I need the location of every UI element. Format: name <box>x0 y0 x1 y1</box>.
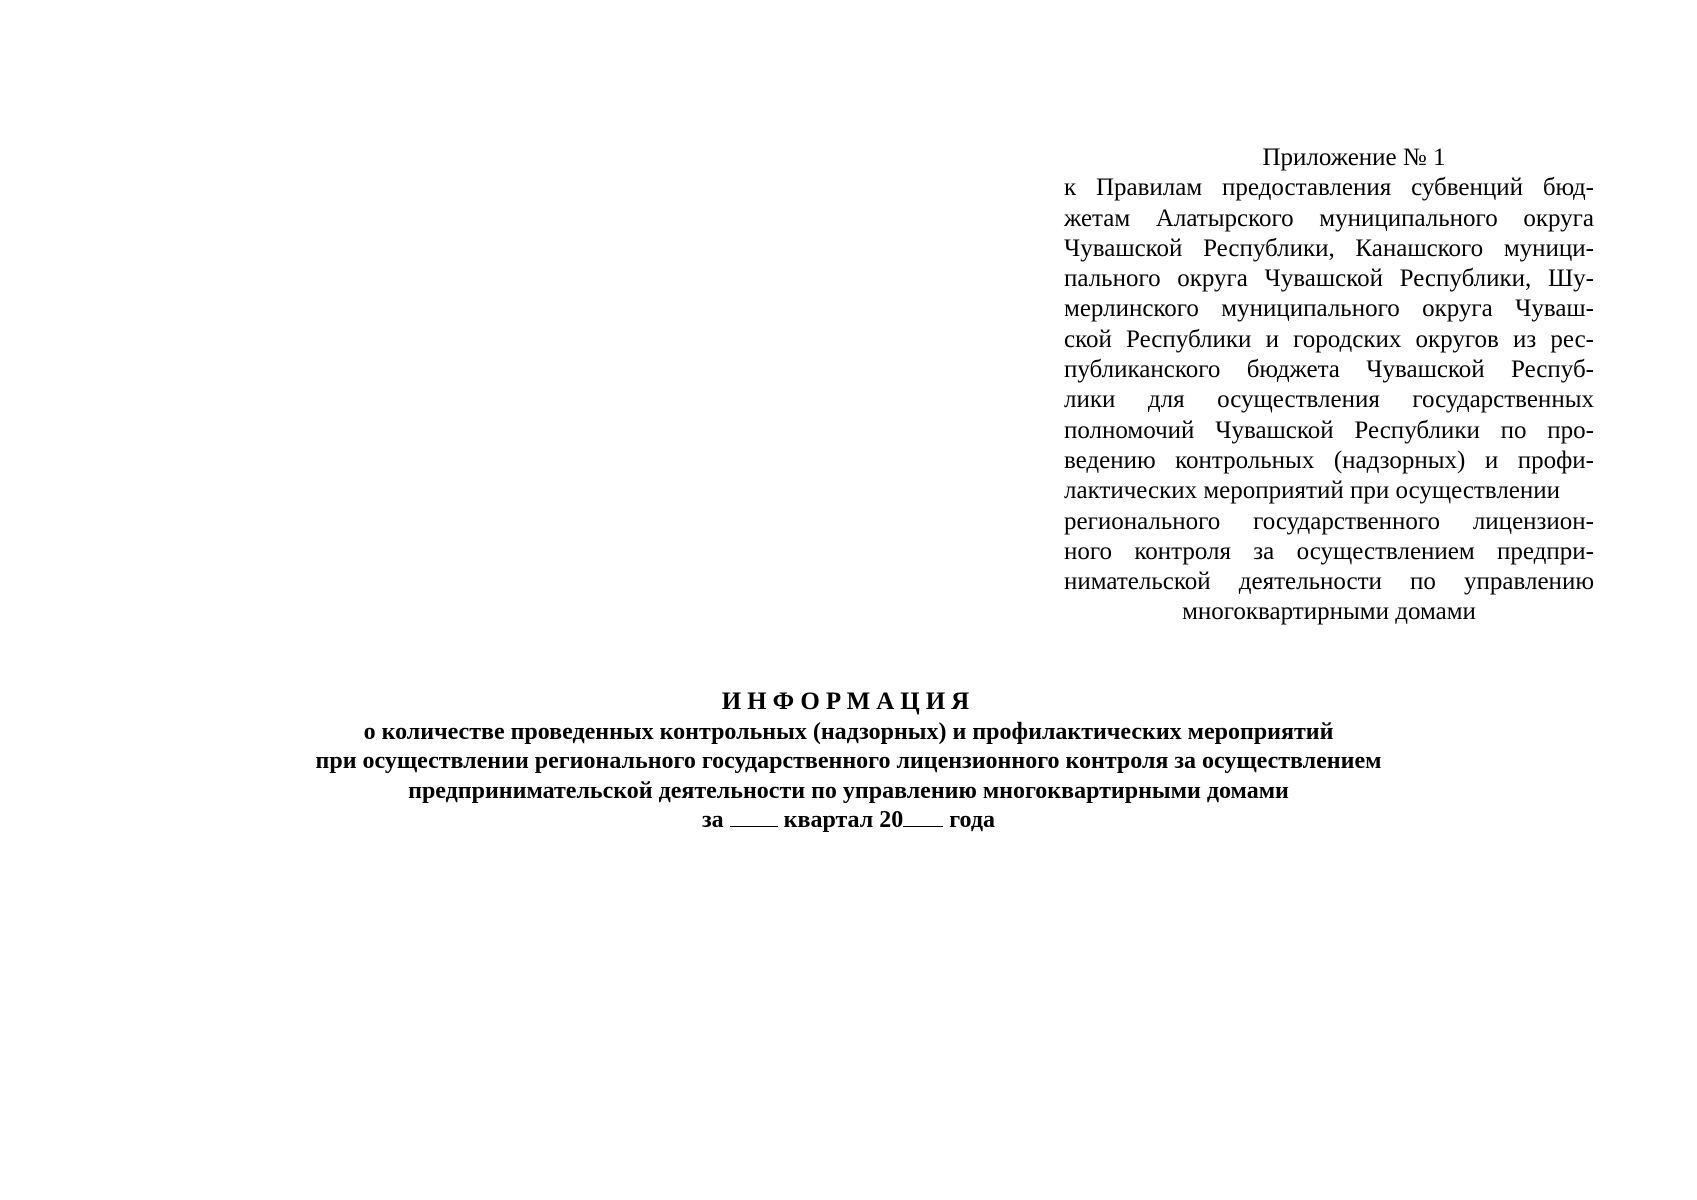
appendix-line: регионального государственного лицензион- <box>1064 507 1594 535</box>
appendix-line: к Правилам предоставления субвенций бюд- <box>1064 174 1594 202</box>
quarter-blank-field <box>730 806 778 827</box>
appendix-line: нимательской деятельности по управлению <box>1064 568 1594 596</box>
appendix-line: лактических мероприятий при осуществлении <box>1064 477 1561 505</box>
appendix-line: ской Республики и городских округов из рес- <box>1064 325 1594 353</box>
appendix-line: ведению контрольных (надзорных) и профи- <box>1064 446 1594 474</box>
heading-line-3: предпринимательской деятельности по управлению многоквартирными домами <box>408 777 1289 804</box>
heading-line-2: при осуществлении регионального государственного лицензионного контроля за осуществлением <box>315 748 1382 774</box>
appendix-title: Приложение № 1 <box>1262 144 1446 171</box>
document-title: ИНФОРМАЦИЯ <box>721 688 976 715</box>
appendix-line: многоквартирными домами <box>1182 598 1476 626</box>
appendix-block <box>1064 143 1594 628</box>
appendix-line: Чувашской Республики, Канашского муници- <box>1064 234 1594 262</box>
appendix-line: мерлинского муниципального округа Чуваш- <box>1064 295 1594 323</box>
document-heading <box>200 687 1497 836</box>
period-suffix: года <box>949 807 995 833</box>
appendix-line: пального округа Чувашской Республики, Шу- <box>1064 265 1594 293</box>
heading-line-1: о количестве проведенных контрольных (надзорных) и профилактических мероприятий <box>363 718 1334 745</box>
year-blank-field <box>903 806 943 827</box>
appendix-line: публиканского бюджета Чувашской Респуб- <box>1064 356 1594 384</box>
appendix-line: жетам Алатырского муниципального округа <box>1064 204 1594 232</box>
period-prefix: за <box>702 807 724 833</box>
appendix-line: полномочий Чувашской Республики по про- <box>1064 416 1594 444</box>
period-quarter-label: квартал 20 <box>783 807 904 833</box>
reporting-period <box>200 806 1497 836</box>
appendix-line: ного контроля за осуществлением предпри- <box>1064 537 1594 565</box>
appendix-line: лики для осуществления государственных <box>1064 386 1594 414</box>
